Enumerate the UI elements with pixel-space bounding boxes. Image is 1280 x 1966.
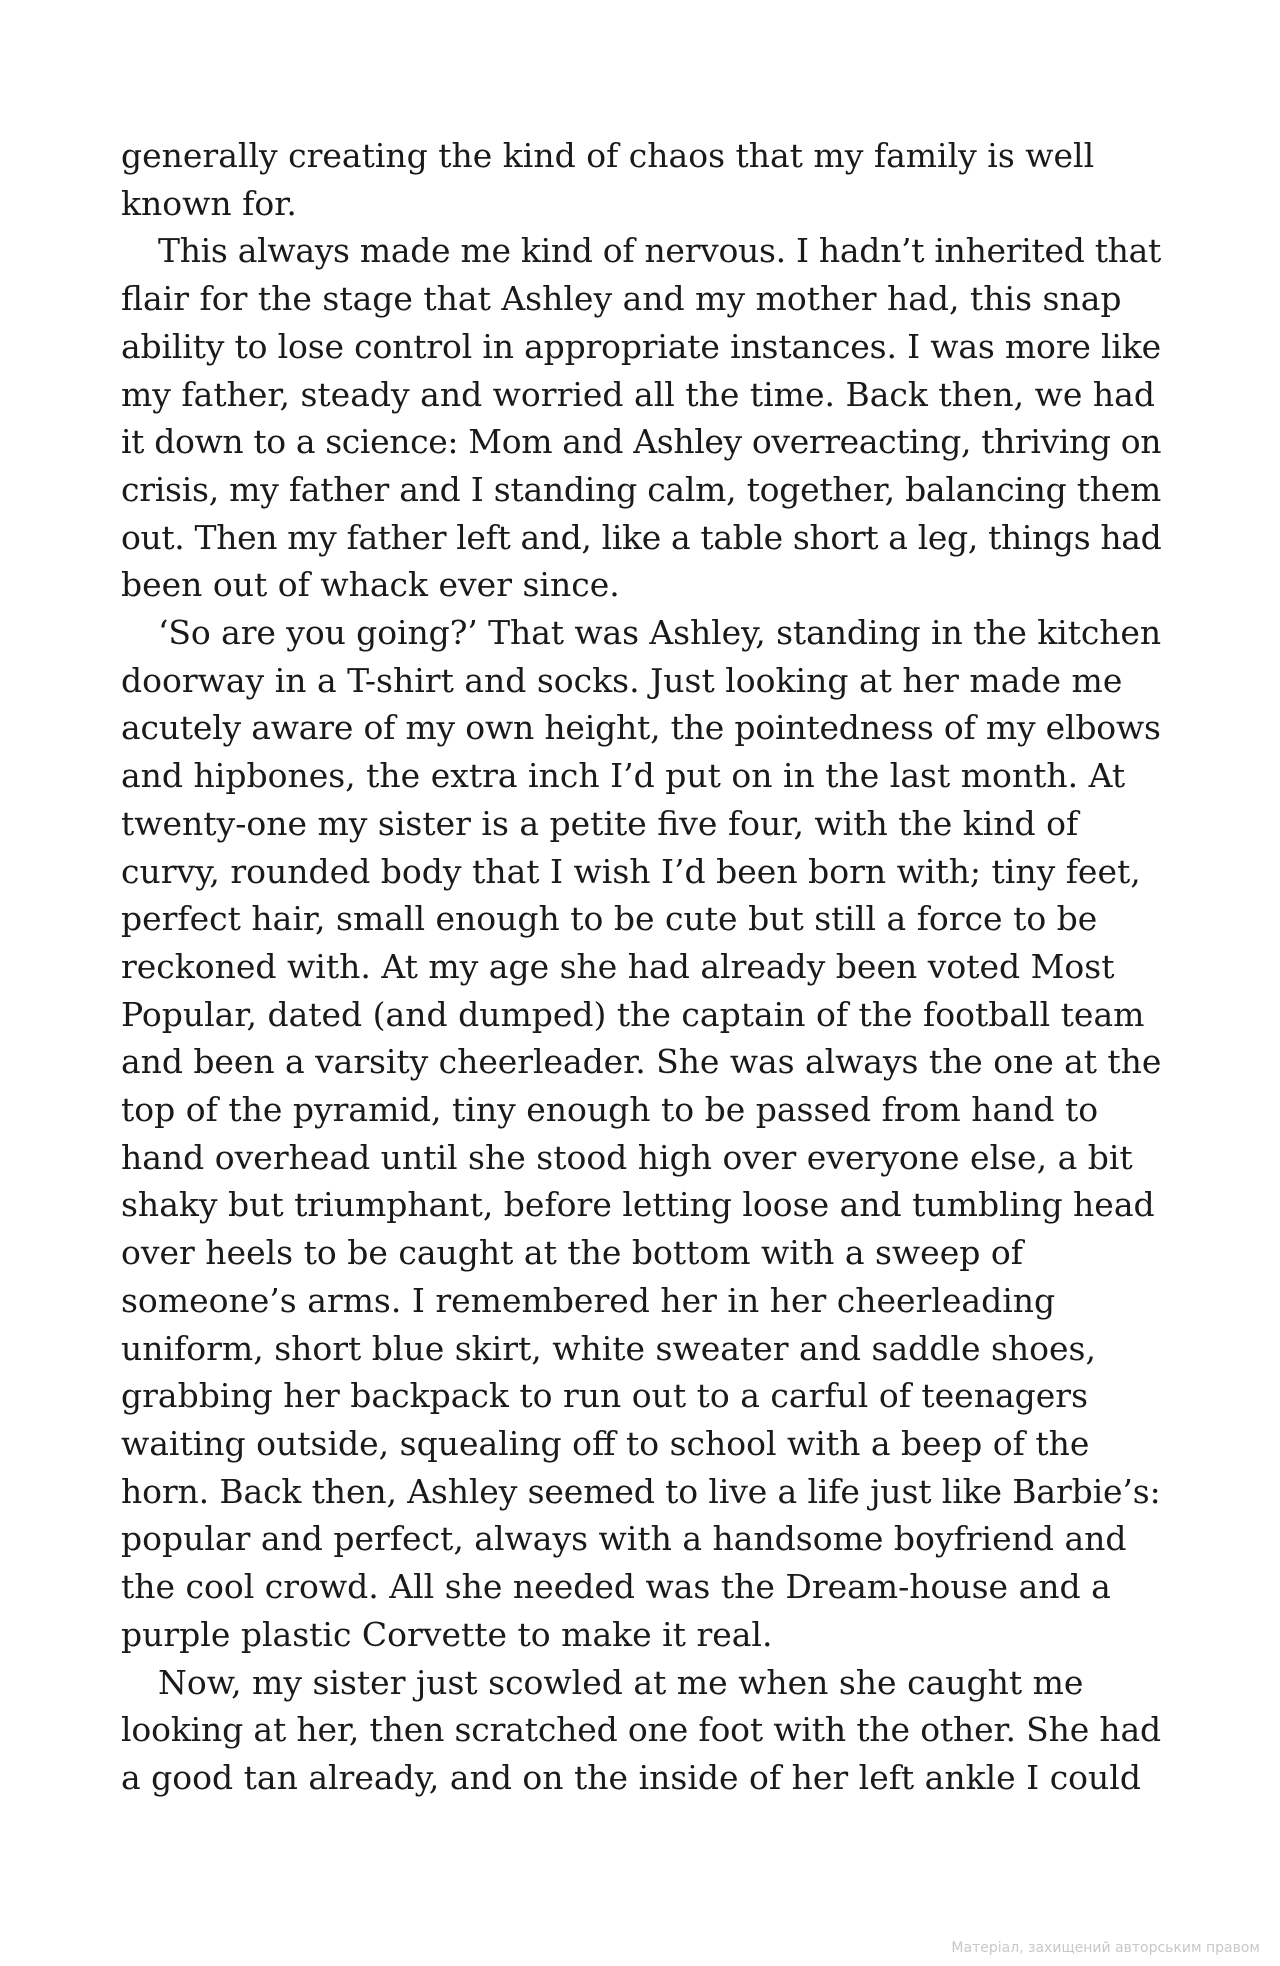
text-line: doorway in a T-shirt and socks. Just looking at her made me (121, 660, 1123, 700)
text-line: and hipbones, the extra inch I’d put on in the last month. At (121, 756, 1126, 796)
text-line: the cool crowd. All she needed was the Dream-house and a (121, 1567, 1111, 1607)
text-line: ability to lose control in appropriate instances. I was more like (121, 326, 1162, 366)
text-line: generally creating the kind of chaos that my family is well (121, 136, 1095, 175)
text-line: shaky but triumphant, before letting loose and tumbling head (121, 1185, 1155, 1225)
text-line: over heels to be caught at the bottom with a sweep of (121, 1233, 1023, 1273)
text-line: it down to a science: Mom and Ashley overreacting, thriving on (121, 422, 1162, 462)
text-line: and been a varsity cheerleader. She was always the one at the (121, 1042, 1162, 1082)
text-line: reckoned with. At my age she had already been voted Most (121, 946, 1115, 986)
text-line: horn. Back then, Ashley seemed to live a life just like Barbie’s: (121, 1471, 1161, 1511)
paragraph-first-line: ‘So are you going?’ That was Ashley, standing in the kitchen (158, 613, 1162, 653)
text-line: known for. (121, 183, 297, 223)
copyright-watermark: Матеріал, захищений авторським правом (951, 1940, 1260, 1956)
text-line: my father, steady and worried all the time. Back then, we had (121, 374, 1155, 414)
text-line: someone’s arms. I remembered her in her cheerleading (121, 1280, 1056, 1320)
text-line: twenty-one my sister is a petite five four, with the kind of (121, 803, 1079, 843)
text-line: curvy, rounded body that I wish I’d been born with; tiny feet, (121, 851, 1141, 891)
text-line: flair for the stage that Ashley and my mother had, this snap (121, 279, 1122, 319)
text-line: grabbing her backpack to run out to a carful of teenagers (121, 1376, 1089, 1416)
text-line: purple plastic Corvette to make it real. (121, 1614, 773, 1654)
text-line: Popular, dated (and dumped) the captain of the football team (121, 994, 1145, 1034)
text-line: popular and perfect, always with a handsome boyfriend and (121, 1519, 1127, 1559)
text-line: top of the pyramid, tiny enough to be passed from hand to (121, 1090, 1099, 1130)
text-line: acutely aware of my own height, the pointedness of my elbows (121, 708, 1161, 748)
text-line: perfect hair, small enough to be cute but still a force to be (121, 899, 1098, 939)
text-line: hand overhead until she stood high over everyone else, a bit (121, 1137, 1133, 1177)
text-line: crisis, my father and I standing calm, together, balancing them (121, 469, 1162, 509)
text-line: waiting outside, squealing off to school with a beep of the (121, 1423, 1090, 1463)
text-line: been out of whack ever since. (121, 565, 620, 605)
text-line: uniform, short blue skirt, white sweater and saddle shoes, (121, 1328, 1096, 1368)
text-line: a good tan already, and on the inside of her left ankle I could (121, 1757, 1141, 1797)
paragraph-first-line: Now, my sister just scowled at me when she caught me (158, 1662, 1084, 1702)
text-line: out. Then my father left and, like a table short a leg, things had (121, 517, 1162, 557)
paragraph-first-line: This always made me kind of nervous. I hadn’t inherited that (158, 231, 1161, 271)
text-line: looking at her, then scratched one foot with the other. She had (121, 1710, 1161, 1750)
page-text (121, 132, 1161, 1802)
